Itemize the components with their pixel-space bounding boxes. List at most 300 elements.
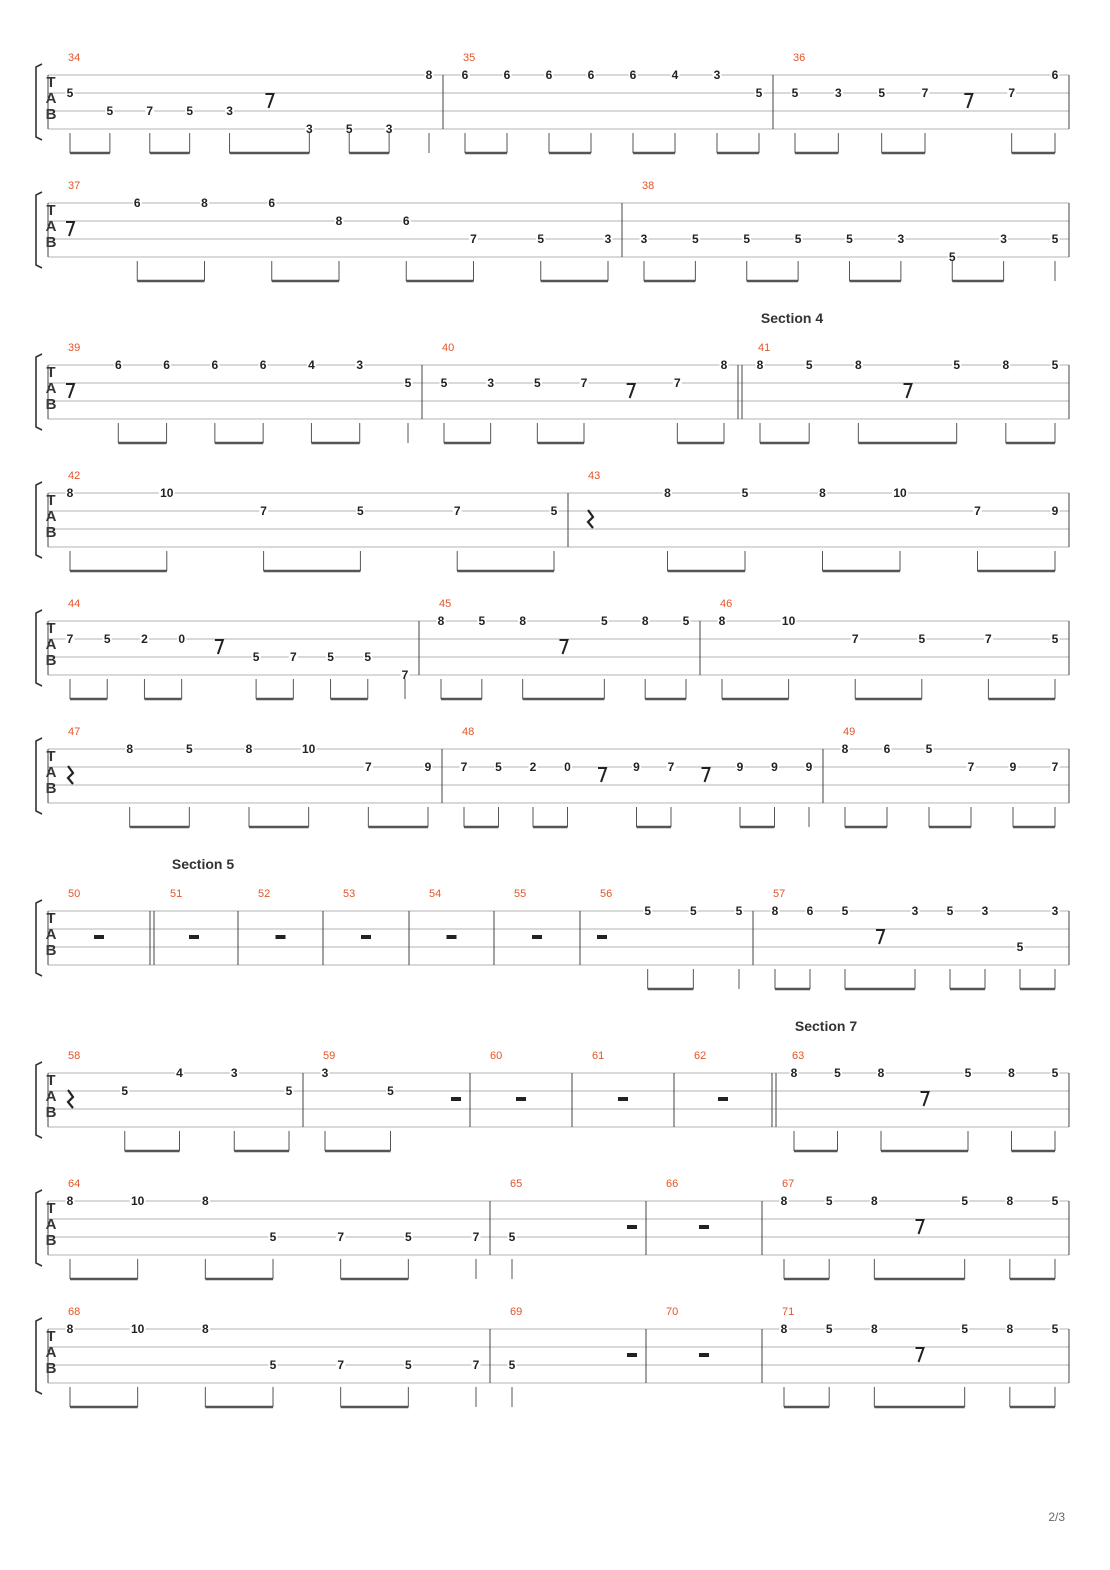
fret-number: 5 — [1051, 1194, 1059, 1208]
fret-number: 7 — [470, 232, 477, 246]
fret-number: 6 — [259, 358, 267, 372]
measure-number: 64 — [68, 1178, 81, 1190]
fret-number: 5 — [269, 1230, 277, 1244]
tab-system — [36, 470, 1069, 571]
half-rest — [532, 935, 542, 939]
fret-number: 5 — [103, 632, 111, 646]
tab-clef-letter: A — [45, 1216, 57, 1233]
tab-clef-letter: B — [45, 524, 57, 541]
fret-number: 10 — [781, 614, 796, 628]
fret-number: 9 — [805, 760, 813, 774]
eighth-rest — [876, 930, 884, 944]
fret-number: 8 — [1006, 1194, 1014, 1208]
measure-number: 43 — [588, 470, 601, 482]
fret-number: 5 — [185, 742, 193, 756]
fret-number: 5 — [846, 232, 853, 246]
fret-number: 6 — [268, 196, 276, 210]
fret-number: 5 — [1016, 940, 1024, 954]
fret-number: 9 — [771, 760, 778, 774]
system-bracket — [36, 64, 42, 140]
fret-number: 5 — [387, 1084, 394, 1098]
fret-number: 5 — [961, 1194, 969, 1208]
fret-number: 8 — [437, 614, 445, 628]
fret-number: 5 — [841, 904, 849, 918]
fret-number: 6 — [163, 358, 170, 372]
measure — [68, 726, 433, 827]
fret-number: 9 — [633, 760, 640, 774]
measure-number: 53 — [343, 888, 356, 900]
fret-number: 8 — [66, 486, 74, 500]
section-label: Section 4 — [760, 310, 824, 326]
fret-number: 3 — [981, 904, 989, 918]
measure-number: 68 — [68, 1306, 81, 1318]
measure-number: 41 — [758, 342, 771, 354]
measure-number: 63 — [792, 1050, 805, 1062]
tab-clef-letter: A — [45, 90, 57, 107]
eighth-rest — [265, 94, 273, 108]
fret-number: 5 — [550, 504, 558, 518]
measure — [791, 52, 1060, 153]
measure — [592, 1050, 628, 1101]
eighth-rest — [598, 768, 606, 782]
section-label: Section 5 — [171, 856, 235, 872]
measure-number: 48 — [462, 726, 475, 738]
measure-number: 66 — [666, 1178, 679, 1190]
fret-number: 0 — [178, 632, 186, 646]
fret-number: 8 — [771, 904, 779, 918]
fret-number: 6 — [587, 68, 595, 82]
fret-number: 6 — [461, 68, 469, 82]
fret-number: 8 — [335, 214, 343, 228]
fret-number: 8 — [1006, 1322, 1014, 1336]
fret-number: 5 — [269, 1358, 277, 1372]
measure — [66, 598, 410, 699]
measure — [66, 52, 434, 153]
measure — [461, 52, 764, 153]
eighth-rest — [964, 94, 972, 108]
fret-number: 7 — [472, 1230, 480, 1244]
tab-clef-letter: B — [45, 652, 57, 669]
system-bracket — [36, 1318, 42, 1394]
fret-number: 5 — [689, 904, 697, 918]
measure — [68, 888, 104, 939]
fret-number: 6 — [133, 196, 141, 210]
tab-clef-letter: T — [46, 492, 56, 509]
measure — [429, 888, 457, 939]
fret-number: 5 — [743, 232, 751, 246]
fret-number: 7 — [1051, 760, 1059, 774]
fret-number: 7 — [921, 86, 929, 100]
fret-number: 7 — [851, 632, 859, 646]
fret-number: 5 — [345, 122, 353, 136]
fret-number: 5 — [252, 650, 260, 664]
measure — [437, 598, 691, 699]
fret-number: 8 — [1008, 1066, 1015, 1080]
fret-number: 8 — [756, 358, 764, 372]
fret-number: 5 — [953, 358, 961, 372]
tab-clef-letter: A — [45, 508, 57, 525]
fret-number: 3 — [487, 376, 495, 390]
fret-number: 3 — [1000, 232, 1007, 246]
tab-clef-letter: T — [46, 748, 56, 765]
fret-number: 3 — [305, 122, 313, 136]
fret-number: 5 — [682, 614, 690, 628]
fret-number: 7 — [974, 504, 981, 518]
measure — [756, 342, 1060, 443]
measure — [170, 888, 199, 939]
eighth-rest — [904, 384, 912, 398]
measure — [508, 1306, 638, 1407]
tab-system — [36, 726, 1069, 827]
tab-clef-letter: A — [45, 1088, 57, 1105]
measure-number: 46 — [720, 598, 733, 610]
fret-number: 7 — [337, 1230, 345, 1244]
fret-number: 6 — [806, 904, 814, 918]
tab-clef-letter: B — [45, 1104, 57, 1121]
system-bracket — [36, 610, 42, 686]
fret-number: 7 — [146, 104, 154, 118]
measure-number: 37 — [68, 180, 81, 192]
fret-number: 3 — [640, 232, 648, 246]
fret-number: 7 — [673, 376, 681, 390]
quarter-rest — [68, 766, 73, 784]
tab-clef-letter: T — [46, 1328, 56, 1345]
measure-number: 51 — [170, 888, 183, 900]
half-rest — [361, 935, 371, 939]
measure-number: 39 — [68, 342, 81, 354]
fret-number: 8 — [854, 358, 862, 372]
eighth-rest — [916, 1348, 924, 1362]
half-rest — [516, 1097, 526, 1101]
fret-number: 8 — [245, 742, 253, 756]
measure — [780, 1178, 1060, 1279]
fret-number: 5 — [692, 232, 699, 246]
fret-number: 8 — [425, 68, 433, 82]
fret-number: 5 — [1051, 358, 1059, 372]
fret-number: 5 — [357, 504, 364, 518]
tab-clef-letter: A — [45, 764, 57, 781]
measure — [508, 1178, 638, 1279]
fret-number: 8 — [66, 1322, 74, 1336]
fret-number: 7 — [667, 760, 675, 774]
measure-number: 44 — [68, 598, 81, 610]
measure — [597, 888, 744, 989]
page-number: 2/3 — [1048, 1510, 1065, 1524]
measure-number: 40 — [442, 342, 455, 354]
fret-number: 8 — [877, 1066, 885, 1080]
fret-number: 8 — [664, 486, 671, 500]
fret-number: 5 — [404, 376, 412, 390]
eighth-rest — [66, 384, 74, 398]
half-rest — [189, 935, 199, 939]
system-bracket — [36, 1190, 42, 1266]
fret-number: 7 — [453, 504, 461, 518]
fret-number: 5 — [1051, 632, 1059, 646]
measure-number: 58 — [68, 1050, 81, 1062]
measure-number: 54 — [429, 888, 442, 900]
tab-system — [36, 1018, 1069, 1151]
measure-number: 65 — [510, 1178, 523, 1190]
fret-number: 5 — [121, 1084, 129, 1098]
fret-number: 5 — [1051, 1066, 1059, 1080]
fret-number: 4 — [671, 68, 679, 82]
fret-number: 3 — [713, 68, 721, 82]
fret-number: 6 — [883, 742, 891, 756]
measure — [514, 888, 542, 939]
half-rest — [94, 935, 104, 939]
system-bracket — [36, 482, 42, 558]
measure — [771, 888, 1060, 989]
fret-number: 8 — [819, 486, 826, 500]
fret-number: 6 — [503, 68, 511, 82]
fret-number: 5 — [106, 104, 114, 118]
fret-number: 6 — [545, 68, 553, 82]
fret-number: 5 — [404, 1358, 412, 1372]
measure — [66, 470, 559, 571]
measure — [258, 888, 286, 939]
measure — [841, 726, 1060, 827]
fret-number: 8 — [870, 1194, 878, 1208]
measure — [68, 1050, 294, 1151]
tab-clef-letter: B — [45, 780, 57, 797]
measure-number: 57 — [773, 888, 786, 900]
fret-number: 5 — [946, 904, 954, 918]
tab-clef-letter: T — [46, 910, 56, 927]
fret-number: 3 — [834, 86, 842, 100]
tab-system — [36, 856, 1069, 989]
fret-number: 3 — [356, 358, 364, 372]
fret-number: 3 — [321, 1066, 329, 1080]
tab-clef-letter: B — [45, 942, 57, 959]
fret-number: 6 — [629, 68, 637, 82]
fret-number: 5 — [533, 376, 541, 390]
fret-number: 2 — [141, 632, 148, 646]
fret-number: 3 — [1051, 904, 1059, 918]
fret-number: 5 — [1051, 232, 1059, 246]
fret-number: 8 — [66, 1194, 74, 1208]
measure-number: 34 — [68, 52, 81, 64]
eighth-rest — [627, 384, 635, 398]
fret-number: 5 — [735, 904, 743, 918]
fret-number: 9 — [736, 760, 744, 774]
fret-number: 8 — [519, 614, 527, 628]
tab-system — [36, 1178, 1069, 1279]
measure — [694, 1050, 728, 1101]
fret-number: 6 — [402, 214, 410, 228]
fret-number: 5 — [600, 614, 608, 628]
fret-number: 5 — [1051, 1322, 1059, 1336]
fret-number: 5 — [186, 104, 194, 118]
fret-number: 2 — [529, 760, 537, 774]
measure-number: 62 — [694, 1050, 707, 1062]
tab-clef-letter: A — [45, 926, 57, 943]
fret-number: 6 — [211, 358, 219, 372]
system-bracket — [36, 1062, 42, 1138]
tab-system — [36, 52, 1069, 153]
fret-number: 5 — [825, 1322, 833, 1336]
fret-number: 5 — [495, 760, 502, 774]
fret-number: 5 — [404, 1230, 412, 1244]
fret-number: 5 — [925, 742, 933, 756]
fret-number: 3 — [897, 232, 905, 246]
measure-number: 45 — [439, 598, 452, 610]
fret-number: 0 — [564, 760, 571, 774]
eighth-rest — [702, 768, 710, 782]
tab-clef-letter: B — [45, 106, 57, 123]
fret-number: 5 — [918, 632, 926, 646]
measure — [321, 1050, 462, 1151]
measure-number: 60 — [490, 1050, 503, 1062]
half-rest — [718, 1097, 728, 1101]
measure-number: 52 — [258, 888, 271, 900]
fret-number: 8 — [718, 614, 726, 628]
half-rest — [699, 1225, 709, 1229]
fret-number: 3 — [911, 904, 919, 918]
tab-clef-letter: T — [46, 364, 56, 381]
fret-number: 7 — [1008, 86, 1016, 100]
fret-number: 5 — [508, 1358, 516, 1372]
measure-number: 47 — [68, 726, 81, 738]
system-bracket — [36, 900, 42, 976]
tab-clef-letter: A — [45, 1344, 57, 1361]
fret-number: 5 — [805, 358, 813, 372]
measure — [440, 342, 729, 443]
fret-number: 7 — [580, 376, 588, 390]
measure — [460, 726, 814, 827]
fret-number: 9 — [1051, 504, 1059, 518]
measure — [718, 598, 1060, 699]
tab-clef-letter: B — [45, 396, 57, 413]
measure-number: 42 — [68, 470, 81, 482]
measure — [343, 888, 371, 939]
fret-number: 8 — [841, 742, 849, 756]
measure — [588, 470, 1060, 571]
tab-clef-letter: T — [46, 1200, 56, 1217]
fret-number: 3 — [226, 104, 233, 118]
fret-number: 5 — [440, 376, 448, 390]
fret-number: 5 — [478, 614, 486, 628]
fret-number: 5 — [644, 904, 652, 918]
section-label: Section 7 — [794, 1018, 858, 1034]
measure-number: 71 — [782, 1306, 795, 1318]
measure — [666, 1306, 709, 1357]
tab-clef-letter: T — [46, 620, 56, 637]
fret-number: 5 — [755, 86, 763, 100]
half-rest — [276, 935, 286, 939]
fret-number: 5 — [364, 650, 372, 664]
fret-number: 8 — [201, 196, 208, 210]
fret-number: 7 — [337, 1358, 345, 1372]
system-bracket — [36, 192, 42, 268]
tab-clef-letter: A — [45, 218, 57, 235]
fret-number: 5 — [964, 1066, 972, 1080]
quarter-rest — [68, 1090, 73, 1108]
fret-number: 8 — [870, 1322, 878, 1336]
fret-number: 4 — [308, 358, 315, 372]
measure — [66, 342, 413, 443]
tab-clef-letter: A — [45, 636, 57, 653]
fret-number: 6 — [114, 358, 122, 372]
tab-clef-letter: T — [46, 202, 56, 219]
measure — [790, 1050, 1060, 1151]
eighth-rest — [921, 1092, 929, 1106]
system-bracket — [36, 354, 42, 430]
measure-number: 35 — [463, 52, 476, 64]
fret-number: 3 — [230, 1066, 238, 1080]
fret-number: 7 — [472, 1358, 480, 1372]
fret-number: 5 — [285, 1084, 293, 1098]
fret-number: 10 — [130, 1322, 145, 1336]
fret-number: 5 — [791, 86, 799, 100]
fret-number: 5 — [66, 86, 74, 100]
fret-number: 10 — [893, 486, 907, 500]
measure-number: 38 — [642, 180, 655, 192]
fret-number: 5 — [794, 232, 802, 246]
measure — [66, 180, 613, 281]
fret-number: 10 — [160, 486, 174, 500]
fret-number: 10 — [130, 1194, 145, 1208]
half-rest — [451, 1097, 461, 1101]
measure-number: 50 — [68, 888, 81, 900]
measure-number: 70 — [666, 1306, 679, 1318]
eighth-rest — [66, 222, 74, 236]
half-rest — [627, 1225, 637, 1229]
eighth-rest — [215, 640, 223, 654]
measure — [640, 180, 1060, 281]
fret-number: 8 — [1002, 358, 1010, 372]
measure — [66, 1306, 481, 1407]
fret-number: 8 — [126, 742, 134, 756]
measure-number: 69 — [510, 1306, 523, 1318]
fret-number: 5 — [825, 1194, 833, 1208]
fret-number: 7 — [66, 632, 74, 646]
fret-number: 5 — [741, 486, 749, 500]
measure-number: 56 — [600, 888, 613, 900]
half-rest — [618, 1097, 628, 1101]
fret-number: 7 — [289, 650, 297, 664]
tab-clef-letter: B — [45, 1360, 57, 1377]
fret-number: 8 — [201, 1322, 209, 1336]
fret-number: 8 — [780, 1322, 788, 1336]
fret-number: 5 — [834, 1066, 841, 1080]
measure — [66, 1178, 481, 1279]
fret-number: 5 — [948, 250, 956, 264]
fret-number: 6 — [1051, 68, 1059, 82]
measure-number: 61 — [592, 1050, 605, 1062]
fret-number: 4 — [176, 1066, 183, 1080]
fret-number: 7 — [460, 760, 468, 774]
fret-number: 8 — [790, 1066, 798, 1080]
measure — [666, 1178, 709, 1229]
fret-number: 7 — [985, 632, 992, 646]
tab-system — [36, 1306, 1069, 1407]
fret-number: 5 — [508, 1230, 516, 1244]
fret-number: 8 — [201, 1194, 209, 1208]
measure-number: 59 — [323, 1050, 336, 1062]
fret-number: 10 — [301, 742, 316, 756]
fret-number: 7 — [260, 504, 267, 518]
tab-system — [36, 310, 1069, 443]
measure-number: 36 — [793, 52, 806, 64]
fret-number: 5 — [537, 232, 545, 246]
tab-clef-letter: B — [45, 234, 57, 251]
tab-clef-letter: A — [45, 380, 57, 397]
fret-number: 8 — [720, 358, 728, 372]
measure-number: 49 — [843, 726, 856, 738]
tab-clef-letter: T — [46, 74, 56, 91]
half-rest — [699, 1353, 709, 1357]
fret-number: 5 — [961, 1322, 969, 1336]
